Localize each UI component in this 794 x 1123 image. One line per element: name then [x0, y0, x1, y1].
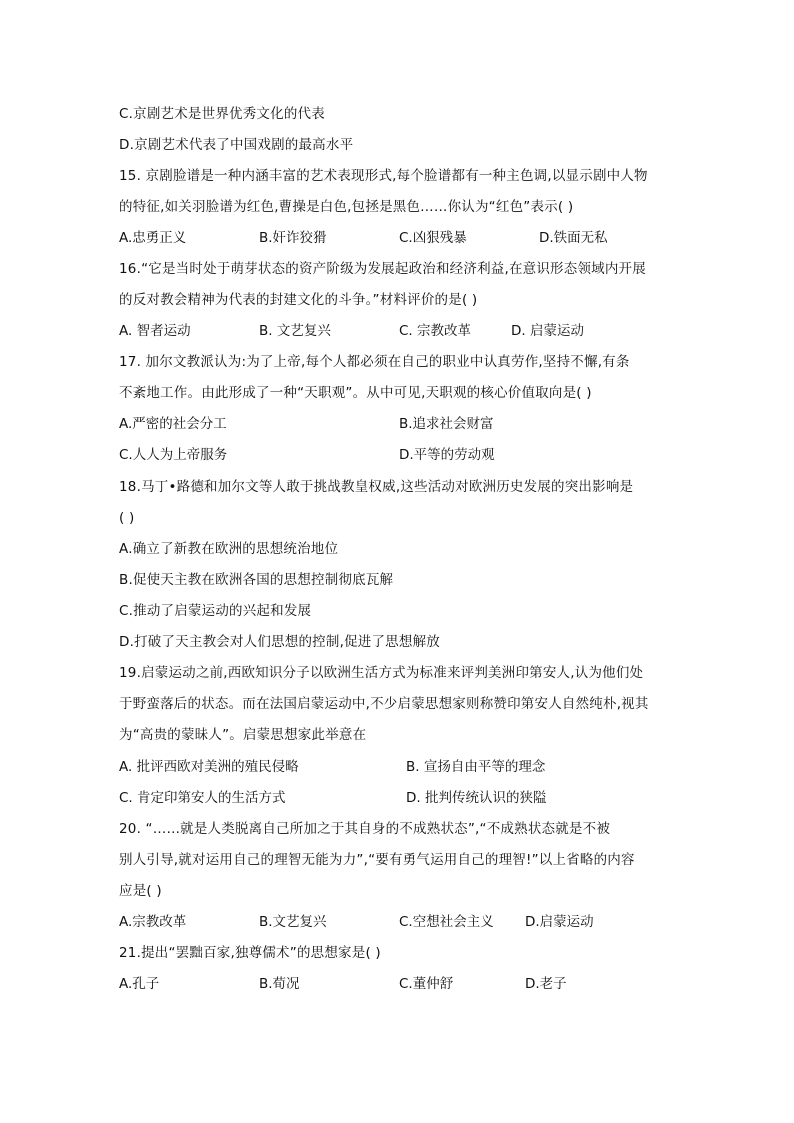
q19-option-b: B. 宣扬自由平等的理念	[406, 759, 546, 775]
q20-stem-line-3: 应是( )	[119, 883, 162, 899]
q15-stem-line-1: 15. 京剧脸谱是一种内涵丰富的艺术表现形式,每个脸谱都有一种主色调,以显示剧中人物	[119, 168, 648, 184]
q18-option-d: D.打破了天主教会对人们思想的控制,促进了思想解放	[119, 634, 440, 650]
q17-option-a: A.严密的社会分工	[119, 416, 227, 432]
q16-option-d: D. 启蒙运动	[511, 323, 584, 339]
q19-stem-line-3: 为“高贵的蒙昧人”。启蒙思想家此举意在	[119, 727, 367, 743]
q19-option-c: C. 肯定印第安人的生活方式	[119, 790, 286, 806]
q20-option-a: A.宗教改革	[119, 914, 187, 930]
q19-stem-line-2: 于野蛮落后的状态。而在法国启蒙运动中,不少启蒙思想家则称赞印第安人自然纯朴,视其	[119, 696, 649, 712]
q20-option-b: B.文艺复兴	[259, 914, 327, 930]
q17-option-c: C.人人为上帝服务	[119, 447, 228, 463]
q20-stem-line-1: 20. “……就是人类脱离自己所加之于其自身的不成熟状态”,“不成熟状态就是不被	[119, 821, 611, 837]
q20-option-c: C.空想社会主义	[399, 914, 494, 930]
q21-stem-line-1: 21.提出“罢黜百家,独尊儒术”的思想家是( )	[119, 945, 381, 961]
q15-option-b: B.奸诈狡猾	[259, 230, 327, 246]
q16-option-c: C. 宗教改革	[399, 323, 472, 339]
q15-option-d: D.铁面无私	[539, 230, 608, 246]
q18-option-a: A.确立了新教在欧洲的思想统治地位	[119, 541, 339, 557]
q18-stem-line-1: 18.马丁•路德和加尔文等人敢于挑战教皇权威,这些活动对欧洲历史发展的突出影响是	[119, 479, 634, 495]
q14-option-d: D.京剧艺术代表了中国戏剧的最高水平	[119, 137, 354, 153]
q21-option-a: A.孔子	[119, 976, 160, 992]
q15-option-c: C.凶狠残暴	[399, 230, 467, 246]
q21-option-d: D.老子	[525, 976, 567, 992]
q17-stem-line-1: 17. 加尔文教派认为:为了上帝,每个人都必须在自己的职业中认真劳作,坚持不懈,有条	[119, 354, 630, 370]
q20-option-d: D.启蒙运动	[525, 914, 594, 930]
q18-option-b: B.促使天主教在欧洲各国的思想控制彻底瓦解	[119, 572, 394, 588]
q21-option-b: B.荀况	[259, 976, 300, 992]
q15-stem-line-2: 的特征,如关羽脸谱为红色,曹操是白色,包拯是黑色……你认为“红色”表示( )	[119, 199, 574, 215]
q21-option-c: C.董仲舒	[399, 976, 454, 992]
q19-option-d: D. 批判传统认识的狭隘	[406, 790, 547, 806]
q16-stem-line-2: 的反对教会精神为代表的封建文化的斗争。”材料评价的是( )	[119, 292, 478, 308]
q18-stem-line-2: ( )	[119, 510, 135, 526]
q17-stem-line-2: 不紊地工作。由此形成了一种“天职观”。从中可见,天职观的核心价值取向是( )	[119, 385, 592, 401]
q16-option-b: B. 文艺复兴	[259, 323, 331, 339]
q14-option-c: C.京剧艺术是世界优秀文化的代表	[119, 106, 325, 122]
q19-stem-line-1: 19.启蒙运动之前,西欧知识分子以欧洲生活方式为标准来评判美洲印第安人,认为他们处	[119, 665, 644, 681]
q15-option-a: A.忠勇正义	[119, 230, 187, 246]
q18-option-c: C.推动了启蒙运动的兴起和发展	[119, 603, 312, 619]
q17-option-b: B.追求社会财富	[399, 416, 494, 432]
q16-stem-line-1: 16.“它是当时处于萌芽状态的资产阶级为发展起政治和经济利益,在意识形态领域内开展	[119, 261, 646, 277]
q19-option-a: A. 批评西欧对美洲的殖民侵略	[119, 759, 299, 775]
q17-option-d: D.平等的劳动观	[399, 447, 495, 463]
q20-stem-line-2: 别人引导,就对运用自己的理智无能为力”,“要有勇气运用自己的理智!”以上省略的内容	[119, 852, 635, 868]
q16-option-a: A. 智者运动	[119, 323, 191, 339]
